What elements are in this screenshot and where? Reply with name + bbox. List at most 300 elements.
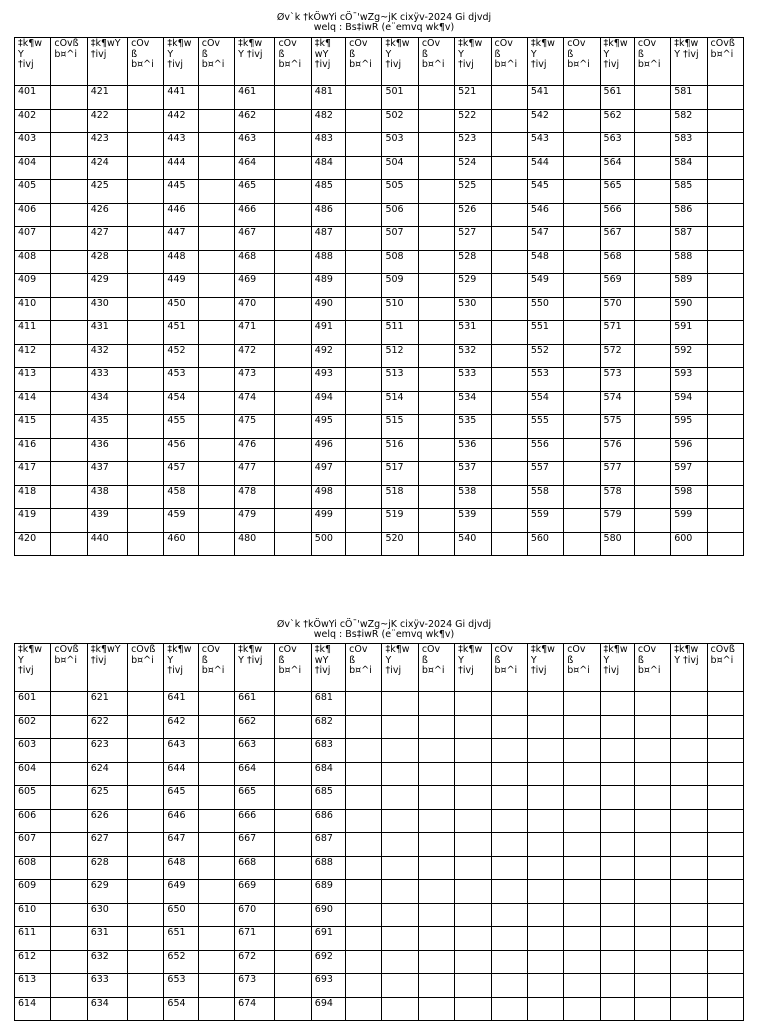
marks-cell (275, 833, 311, 857)
roll-cell: 453 (164, 368, 198, 392)
roll-cell: 405 (15, 180, 51, 204)
marks-cell (198, 415, 234, 439)
marks-cell (634, 156, 670, 180)
header-line: b¤^i (421, 59, 445, 70)
marks-cell (564, 950, 600, 974)
marks-cell (128, 415, 164, 439)
marks-cell (128, 715, 164, 739)
roll-cell (600, 903, 634, 927)
marks-cell (128, 509, 164, 533)
marks-header (491, 644, 527, 692)
roll-cell: 485 (311, 180, 345, 204)
marks-cell (346, 974, 382, 998)
marks-cell (707, 786, 743, 810)
header-line: Y (603, 48, 610, 60)
table-row (15, 156, 744, 180)
marks-cell (346, 997, 382, 1021)
marks-cell (418, 462, 454, 486)
table-row (15, 368, 744, 392)
header-line: ‡k¶w (458, 644, 483, 655)
roll-cell: 495 (311, 415, 345, 439)
marks-cell (418, 250, 454, 274)
header-line: ‡k¶w (674, 38, 699, 49)
marks-cell (275, 462, 311, 486)
roll-cell: 643 (164, 739, 198, 763)
roll-cell (600, 809, 634, 833)
roll-cell: 650 (164, 903, 198, 927)
marks-cell (198, 833, 234, 857)
header-line: ‡k¶w (238, 644, 263, 655)
table-row (15, 274, 744, 298)
marks-header (128, 644, 164, 692)
roll-cell: 564 (600, 156, 634, 180)
marks-cell (128, 692, 164, 716)
marks-cell (51, 86, 87, 110)
roll-header (600, 38, 634, 86)
header-line: b¤^i (54, 654, 78, 666)
roll-cell (600, 880, 634, 904)
marks-cell (491, 950, 527, 974)
roll-cell (671, 739, 707, 763)
marks-cell (128, 856, 164, 880)
roll-cell: 449 (164, 274, 198, 298)
marks-cell (275, 438, 311, 462)
marks-cell (198, 532, 234, 556)
header-line: ß (494, 654, 501, 666)
roll-cell: 672 (235, 950, 275, 974)
marks-cell (634, 344, 670, 368)
roll-cell (600, 786, 634, 810)
marks-cell (198, 180, 234, 204)
marks-cell (707, 109, 743, 133)
roll-cell: 528 (455, 250, 491, 274)
header-line: ‡k¶ (314, 644, 332, 655)
roll-cell: 408 (15, 250, 51, 274)
header-line: ‡k¶w (238, 38, 263, 49)
marks-cell (128, 133, 164, 157)
roll-cell (382, 739, 418, 763)
roll-cell: 633 (87, 974, 127, 998)
marks-cell (346, 809, 382, 833)
roll-cell (600, 833, 634, 857)
header-line: b¤^i (637, 665, 661, 676)
roll-cell: 557 (527, 462, 563, 486)
marks-cell (564, 809, 600, 833)
roll-cell: 484 (311, 156, 345, 180)
marks-cell (634, 809, 670, 833)
marks-cell (634, 997, 670, 1021)
block-title: Øv`k †kÖwYi cÖ¯'wZg~jK cixÿv-2024 Gi djvdj (276, 619, 492, 630)
marks-cell (491, 715, 527, 739)
table-row (15, 833, 744, 857)
marks-cell (275, 180, 311, 204)
roll-cell: 489 (311, 274, 345, 298)
header-line: b¤^i (421, 665, 445, 676)
table-row (15, 715, 744, 739)
table-row (15, 133, 744, 157)
header-line: †ivj (314, 665, 331, 676)
marks-cell (634, 786, 670, 810)
roll-cell: 403 (15, 133, 51, 157)
header-line: Y (385, 48, 392, 60)
marks-cell (707, 833, 743, 857)
marks-cell (128, 786, 164, 810)
marks-cell (491, 109, 527, 133)
marks-cell (198, 485, 234, 509)
roll-cell: 644 (164, 762, 198, 786)
marks-cell (491, 250, 527, 274)
marks-cell (418, 739, 454, 763)
marks-cell (128, 950, 164, 974)
table-row (15, 462, 744, 486)
roll-cell: 692 (311, 950, 345, 974)
marks-cell (491, 786, 527, 810)
roll-cell: 670 (235, 903, 275, 927)
roll-header (527, 644, 563, 692)
marks-cell (564, 321, 600, 345)
header-line: cÖv (494, 38, 513, 49)
roll-cell: 596 (671, 438, 707, 462)
header-line: †ivj (603, 59, 620, 70)
marks-cell (634, 532, 670, 556)
header-line: †ivj (18, 59, 34, 70)
marks-cell (51, 997, 87, 1021)
roll-cell: 604 (15, 762, 51, 786)
header-line: †ivj (385, 59, 402, 70)
table-row (15, 391, 744, 415)
marks-cell (418, 180, 454, 204)
table-row (15, 321, 744, 345)
marks-cell (564, 974, 600, 998)
results-block-2 (0, 620, 768, 640)
marks-header (198, 38, 234, 86)
roll-cell: 533 (455, 368, 491, 392)
roll-cell: 548 (527, 250, 563, 274)
marks-cell (128, 927, 164, 951)
marks-cell (707, 180, 743, 204)
table-row (15, 880, 744, 904)
roll-cell (671, 903, 707, 927)
roll-cell: 467 (235, 227, 275, 251)
header-line: cÖv (201, 644, 221, 655)
roll-cell: 562 (600, 109, 634, 133)
marks-cell (707, 250, 743, 274)
roll-cell: 664 (235, 762, 275, 786)
roll-cell (600, 927, 634, 951)
roll-cell (382, 927, 418, 951)
roll-cell: 630 (87, 903, 127, 927)
marks-cell (198, 438, 234, 462)
roll-cell (600, 762, 634, 786)
header-line: b¤^i (710, 48, 734, 60)
marks-cell (275, 297, 311, 321)
roll-cell: 537 (455, 462, 491, 486)
marks-header (51, 38, 87, 86)
roll-cell: 477 (235, 462, 275, 486)
marks-cell (491, 133, 527, 157)
roll-cell: 601 (15, 692, 51, 716)
marks-cell (198, 156, 234, 180)
marks-cell (418, 809, 454, 833)
header-line: ‡k¶w (167, 38, 192, 49)
roll-cell: 646 (164, 809, 198, 833)
marks-header (418, 38, 454, 86)
header-line: †ivj (167, 665, 184, 676)
marks-cell (51, 762, 87, 786)
marks-cell (51, 509, 87, 533)
roll-cell: 662 (235, 715, 275, 739)
roll-cell: 632 (87, 950, 127, 974)
marks-cell (564, 692, 600, 716)
marks-cell (634, 715, 670, 739)
roll-cell: 474 (235, 391, 275, 415)
roll-cell: 455 (164, 415, 198, 439)
roll-cell: 690 (311, 903, 345, 927)
roll-cell: 550 (527, 297, 563, 321)
marks-cell (51, 692, 87, 716)
marks-cell (564, 856, 600, 880)
marks-cell (128, 974, 164, 998)
header-line: ‡k¶w (385, 38, 410, 49)
marks-cell (198, 344, 234, 368)
table-row (15, 415, 744, 439)
marks-cell (346, 156, 382, 180)
marks-cell (275, 86, 311, 110)
table-row (15, 856, 744, 880)
marks-header (346, 38, 382, 86)
roll-cell: 629 (87, 880, 127, 904)
roll-cell: 554 (527, 391, 563, 415)
marks-cell (707, 856, 743, 880)
marks-cell (198, 903, 234, 927)
header-row (15, 644, 744, 692)
marks-cell (491, 344, 527, 368)
marks-cell (491, 856, 527, 880)
marks-cell (198, 462, 234, 486)
roll-cell: 694 (311, 997, 345, 1021)
roll-cell: 406 (15, 203, 51, 227)
marks-cell (418, 997, 454, 1021)
roll-cell (527, 692, 563, 716)
marks-cell (491, 227, 527, 251)
roll-cell (600, 692, 634, 716)
roll-cell: 665 (235, 786, 275, 810)
roll-cell: 404 (15, 156, 51, 180)
roll-cell (600, 950, 634, 974)
header-line: wY (314, 48, 329, 60)
marks-cell (198, 509, 234, 533)
roll-cell: 536 (455, 438, 491, 462)
marks-cell (198, 927, 234, 951)
roll-cell (527, 833, 563, 857)
marks-cell (418, 203, 454, 227)
marks-cell (346, 344, 382, 368)
marks-cell (564, 462, 600, 486)
marks-cell (346, 462, 382, 486)
roll-cell (382, 856, 418, 880)
roll-cell: 543 (527, 133, 563, 157)
roll-cell: 447 (164, 227, 198, 251)
header-line: cÖv (278, 644, 297, 655)
header-line: b¤^i (567, 59, 590, 70)
marks-cell (707, 974, 743, 998)
marks-cell (275, 927, 311, 951)
roll-cell: 653 (164, 974, 198, 998)
header-line: Y (18, 654, 24, 666)
marks-cell (51, 462, 87, 486)
marks-cell (51, 133, 87, 157)
marks-cell (198, 880, 234, 904)
roll-cell: 682 (311, 715, 345, 739)
marks-cell (707, 485, 743, 509)
header-line: ‡k¶ (314, 38, 332, 49)
marks-cell (418, 86, 454, 110)
roll-cell: 573 (600, 368, 634, 392)
roll-cell: 481 (311, 86, 345, 110)
table-row (15, 809, 744, 833)
marks-cell (634, 391, 670, 415)
roll-cell: 589 (671, 274, 707, 298)
marks-cell (418, 692, 454, 716)
roll-cell: 547 (527, 227, 563, 251)
header-line: ß (278, 48, 285, 60)
marks-cell (198, 692, 234, 716)
roll-cell: 441 (164, 86, 198, 110)
table-row (15, 438, 744, 462)
roll-cell: 442 (164, 109, 198, 133)
roll-cell: 688 (311, 856, 345, 880)
marks-cell (634, 509, 670, 533)
marks-cell (491, 762, 527, 786)
roll-cell: 472 (235, 344, 275, 368)
marks-cell (51, 274, 87, 298)
roll-cell (671, 880, 707, 904)
roll-header (455, 644, 491, 692)
roll-cell: 610 (15, 903, 51, 927)
table-row (15, 180, 744, 204)
header-line: ß (494, 48, 501, 60)
roll-cell: 607 (15, 833, 51, 857)
marks-cell (634, 321, 670, 345)
marks-cell (198, 203, 234, 227)
roll-cell: 693 (311, 974, 345, 998)
roll-cell: 570 (600, 297, 634, 321)
marks-cell (198, 86, 234, 110)
roll-cell (671, 715, 707, 739)
roll-cell (671, 950, 707, 974)
marks-cell (51, 739, 87, 763)
roll-cell: 587 (671, 227, 707, 251)
roll-cell: 464 (235, 156, 275, 180)
marks-cell (275, 532, 311, 556)
roll-cell (455, 927, 491, 951)
table-row (15, 997, 744, 1021)
roll-cell (527, 880, 563, 904)
roll-header (164, 644, 198, 692)
roll-cell: 407 (15, 227, 51, 251)
marks-cell (128, 833, 164, 857)
marks-header (634, 644, 670, 692)
marks-cell (346, 692, 382, 716)
roll-cell: 623 (87, 739, 127, 763)
roll-cell: 563 (600, 133, 634, 157)
marks-cell (275, 391, 311, 415)
roll-cell: 609 (15, 880, 51, 904)
roll-cell: 592 (671, 344, 707, 368)
marks-cell (418, 391, 454, 415)
roll-cell: 492 (311, 344, 345, 368)
marks-header (634, 38, 670, 86)
marks-cell (707, 462, 743, 486)
roll-cell (382, 715, 418, 739)
roll-cell (527, 974, 563, 998)
roll-cell (382, 880, 418, 904)
roll-cell: 411 (15, 321, 51, 345)
roll-cell: 684 (311, 762, 345, 786)
roll-cell: 666 (235, 809, 275, 833)
header-line: Y †ivj (674, 48, 699, 60)
marks-cell (275, 133, 311, 157)
marks-header (707, 38, 743, 86)
roll-cell (382, 903, 418, 927)
roll-cell: 463 (235, 133, 275, 157)
roll-cell (527, 927, 563, 951)
header-line: ß (278, 654, 285, 666)
roll-cell: 661 (235, 692, 275, 716)
roll-cell: 420 (15, 532, 51, 556)
roll-cell: 641 (164, 692, 198, 716)
roll-cell: 409 (15, 274, 51, 298)
marks-cell (564, 438, 600, 462)
roll-cell: 470 (235, 297, 275, 321)
header-line: †ivj (458, 665, 474, 676)
roll-cell: 558 (527, 485, 563, 509)
header-line: ‡k¶w (18, 38, 43, 49)
roll-cell: 572 (600, 344, 634, 368)
roll-cell: 419 (15, 509, 51, 533)
marks-cell (564, 227, 600, 251)
marks-cell (707, 927, 743, 951)
roll-cell: 576 (600, 438, 634, 462)
roll-cell: 486 (311, 203, 345, 227)
marks-cell (128, 809, 164, 833)
marks-cell (128, 438, 164, 462)
marks-cell (51, 903, 87, 927)
roll-cell: 668 (235, 856, 275, 880)
marks-cell (634, 692, 670, 716)
marks-cell (707, 297, 743, 321)
roll-cell: 507 (382, 227, 418, 251)
marks-cell (491, 391, 527, 415)
marks-cell (128, 739, 164, 763)
roll-cell: 506 (382, 203, 418, 227)
table-row (15, 692, 744, 716)
marks-cell (418, 532, 454, 556)
marks-cell (491, 739, 527, 763)
roll-cell: 414 (15, 391, 51, 415)
marks-cell (634, 250, 670, 274)
roll-cell (382, 997, 418, 1021)
marks-cell (346, 715, 382, 739)
marks-cell (707, 692, 743, 716)
header-line: cÖvß (710, 38, 735, 49)
roll-cell: 602 (15, 715, 51, 739)
roll-cell: 427 (87, 227, 127, 251)
marks-cell (707, 344, 743, 368)
marks-cell (346, 274, 382, 298)
marks-cell (128, 321, 164, 345)
roll-cell: 445 (164, 180, 198, 204)
